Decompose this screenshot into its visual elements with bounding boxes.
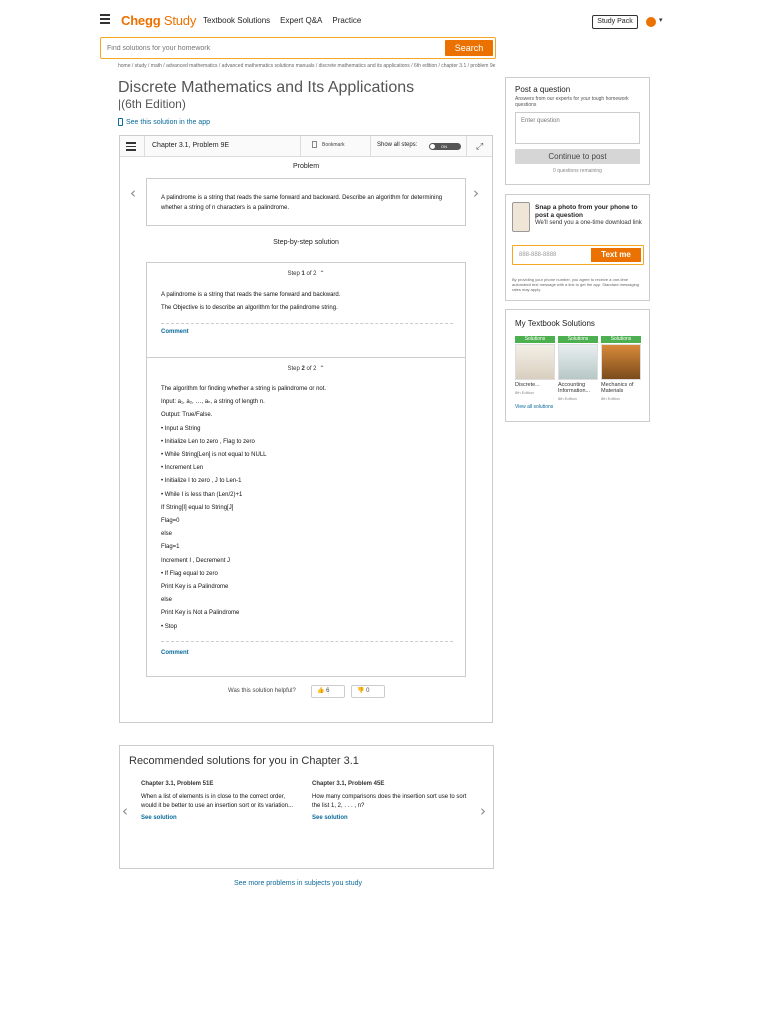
thumbs-up-icon: 👍: [317, 688, 325, 694]
avatar[interactable]: [646, 17, 656, 27]
top-bar: [0, 0, 768, 40]
see-solution-link[interactable]: See solution: [312, 815, 348, 821]
textbook-solutions-card: My Textbook Solutions Solutions Discrete... 6th Edition Solutions Accounting Information... 8th Edition Solutions Mechanics of Materials 8th Edition View all solutions: [505, 309, 650, 422]
menu-icon[interactable]: [100, 14, 110, 24]
nav-expert-qa[interactable]: Expert Q&A: [280, 16, 323, 25]
step-2-body: The algorithm for finding whether a string is palindrome or not. Input: a₁, a₂, …, aₙ, a string of length n. Output: True/False. • Input a String • Initialize Len to zero , Flag to zero • While String[Len] is not equal to NULL • Increment Len • Initialize I to zero , J to Len-1 • While I is less than (Len/2)+1 If String[I] equal to String[J] Flag=0 else Flag=1 Increment I , Decrement J • If Flag equal to zero Print Key is a Palindrome else Print Key is Not a Palindrome • Stop: [161, 386, 327, 630]
phone-icon: [118, 118, 123, 126]
view-all-solutions-link[interactable]: View all solutions: [515, 404, 554, 410]
problem-text: A palindrome is a string that reads the same forward and backward. Describe an algorithm for determining whether a string of n characters is a palindrome.: [161, 195, 443, 211]
main-nav: [203, 16, 361, 25]
book-title: Discrete Mathematics and Its Applications: [118, 79, 415, 96]
textbook-item[interactable]: Solutions Discrete... 6th Edition: [515, 336, 555, 395]
chegg-logo[interactable]: Chegg Study: [121, 13, 197, 28]
prev-problem-icon[interactable]: ‹: [130, 184, 136, 202]
chevron-up-icon: ⌃: [319, 366, 325, 372]
continue-to-post-button[interactable]: Continue to post: [515, 149, 640, 164]
chevron-down-icon[interactable]: ▾: [659, 17, 663, 24]
chapter-selector[interactable]: Chapter 3.1, Problem 9E: [152, 142, 230, 149]
step-1-comment-link[interactable]: Comment: [161, 329, 189, 335]
step-2-comment-link[interactable]: Comment: [161, 650, 189, 656]
bookmark-icon: [312, 141, 317, 148]
post-question-card: Post a question Answers from our experts for your tough homework questions Enter question Continue to post 0 questions remaining: [505, 77, 650, 185]
see-more-problems-link[interactable]: See more problems in subjects you study: [234, 880, 363, 887]
next-problem-icon[interactable]: ›: [473, 184, 479, 202]
nav-textbook-solutions[interactable]: Textbook Solutions: [203, 16, 271, 25]
reco-card[interactable]: Chapter 3.1, Problem 51E When a list of elements is in close to the correct order, would it be better to use an insertion sort or its variation... See solution: [141, 781, 301, 821]
chevron-up-icon: ⌃: [319, 271, 325, 277]
problem-heading: Problem: [292, 163, 320, 170]
book-edition: |(6th Edition): [118, 97, 186, 111]
step-2: [146, 357, 466, 677]
list-icon[interactable]: [126, 142, 136, 153]
see-solution-link[interactable]: See solution: [141, 815, 177, 821]
show-all-steps-toggle[interactable]: ON: [429, 143, 461, 150]
search-bar: [100, 37, 496, 59]
thumbs-down-icon: 👎: [357, 688, 365, 694]
bookmark-button[interactable]: Bookmark: [312, 141, 345, 148]
snap-photo-card: Snap a photo from your phone to post a question We'll send you a one-time download link 888-888-8888 Text me By providing your phone number, you agree to receive a one-time automated text message with a link to get the app. Standard messaging rates may apply.: [505, 194, 650, 301]
textbook-item[interactable]: Solutions Mechanics of Materials 8th Edition: [601, 336, 641, 401]
step-1: [146, 262, 466, 358]
show-all-steps-label: Show all steps:: [377, 142, 418, 148]
upvote-button[interactable]: 👍 6: [311, 685, 345, 698]
step-1-body: A palindrome is a string that reads the same forward and backward. The Objective is to describe an algorithm for the palindrome string.: [161, 292, 341, 312]
textbook-item[interactable]: Solutions Accounting Information... 8th Edition: [558, 336, 598, 401]
step-1-header[interactable]: Step 1 of 2 ⌃: [287, 271, 325, 277]
expand-icon[interactable]: ⤢: [476, 141, 484, 151]
nav-practice[interactable]: Practice: [332, 16, 362, 25]
question-input[interactable]: [515, 112, 640, 144]
reco-card[interactable]: Chapter 3.1, Problem 45E How many comparisons does the insertion sort use to sort the list 1, 2, . . . , n? See solution: [312, 781, 472, 821]
recommended-title: Recommended solutions for you in Chapter 3.1: [129, 755, 359, 767]
search-button[interactable]: Search: [445, 40, 493, 56]
breadcrumb[interactable]: home / study / math / advanced mathematics / advanced mathematics solutions manuals / discrete mathematics and its applications / 6th edition / chapter 3.1 / problem 9e: [118, 63, 496, 69]
recommended-solutions: [119, 745, 494, 869]
reco-next-icon[interactable]: ›: [480, 802, 486, 820]
helpful-question: Was this solution helpful?: [228, 688, 296, 694]
downvote-button[interactable]: 👎 0: [351, 685, 385, 698]
solution-toolbar: [120, 136, 492, 157]
text-me-button[interactable]: Text me: [591, 248, 641, 262]
phone-input-group: [512, 245, 644, 265]
phone-icon: [512, 202, 530, 232]
solution-panel: [119, 135, 493, 723]
phone-number-input[interactable]: 888-888-8888: [519, 252, 557, 258]
solution-heading: Step-by-step solution: [273, 239, 339, 246]
study-pack-button[interactable]: Study Pack: [592, 15, 638, 29]
app-link[interactable]: See this solution in the app: [118, 118, 210, 126]
step-2-header[interactable]: Step 2 of 2 ⌃: [287, 366, 325, 372]
reco-prev-icon[interactable]: ‹: [122, 802, 128, 820]
problem-box: [146, 178, 466, 226]
search-input[interactable]: [107, 42, 437, 55]
post-question-title: Post a question: [515, 85, 571, 94]
